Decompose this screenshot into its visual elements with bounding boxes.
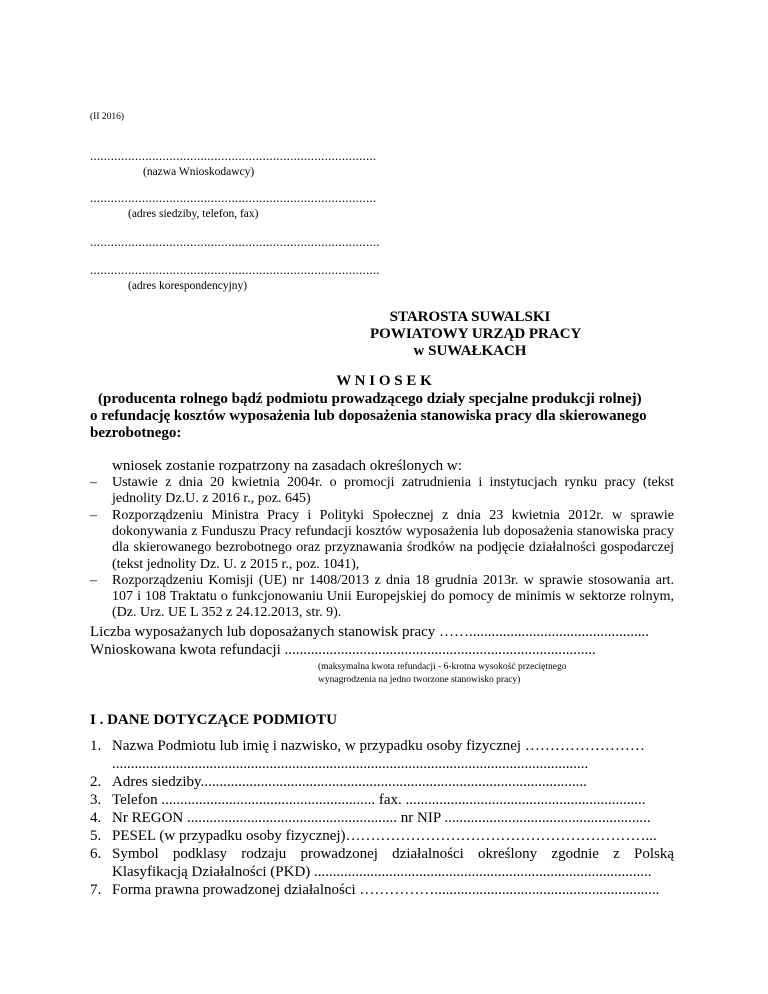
subtitle-line-1: (producenta rolnego bądź podmiotu prowadzącego działy specjalne produkcji rolnej) [98,391,642,407]
item-2-number: 2. [90,774,102,790]
legal-bullet-3: – [90,573,97,588]
item-7-legal-form-field[interactable]: Forma prawna prowadzonej działalności ……………............................................................ [112,882,660,898]
item-5-number: 5. [90,828,102,844]
section-1-title: I . DANE DOTYCZĄCE PODMIOTU [90,712,338,728]
subtitle-line-3: bezrobotnego: [90,425,182,441]
applicant-name-field[interactable]: ................................................................................... [90,148,377,163]
item-6-pkd-label: Symbol podklasy rodzaju prowadzonej działalności określony zgodnie z Polską [112,846,674,862]
item-3-number: 3. [90,792,102,808]
legal-bullet-1: – [90,475,97,490]
item-1-entity-name-field[interactable]: Nazwa Podmiotu lub imię i nazwisko, w przypadku osoby fizycznej …………………… [112,738,645,754]
document-title: W N I O S E K [336,373,432,389]
item-3-phone-fax-field[interactable]: Telefon ......................................................... fax. ................................................................ [112,792,646,808]
subtitle-line-2: o refundację kosztów wyposażenia lub doposażenia stanowiska pracy dla skierowanego [90,408,647,424]
item-5-pesel-field[interactable]: PESEL (w przypadku osoby fizycznej)……………………………………………………... [112,828,657,844]
legal-basis-1: Ustawie z dnia 20 kwietnia 2004r. o promocji zatrudnienia i instytucjach rynku pracy (tekst jednolity Dz.U. z 2016 r., poz. 645) [112,475,674,507]
item-1-number: 1. [90,738,102,754]
refund-amount-field[interactable]: Wnioskowana kwota refundacji ................................................................................... [90,642,596,658]
document-code: (II 2016) [90,112,125,122]
correspondence-field-1[interactable]: .................................................................................... [90,234,380,249]
legal-intro: wniosek zostanie rozpatrzony na zasadach określonych w: [112,458,462,474]
addressee-line-1: STAROSTA SUWALSKI [389,309,551,325]
positions-count-field[interactable]: Liczba wyposażanych lub doposażanych stanowisk pracy ……................................................ [90,624,650,640]
item-4-number: 4. [90,810,102,826]
addressee-line-2: POWIATOWY URZĄD PRACY [370,326,582,342]
item-6-number: 6. [90,846,102,862]
item-6-pkd-field[interactable]: Klasyfikacją Działalności (PKD) .......................................................................................... [112,864,652,880]
correspondence-field-2[interactable]: .................................................................................... [90,262,380,277]
item-1-continuation-field[interactable]: ............................................................................................................................... [112,756,589,772]
legal-bullet-2: – [90,508,97,523]
item-7-number: 7. [90,882,102,898]
amount-note-line-1: (maksymalna kwota refundacji - 6-krotna wysokość przeciętnego [318,662,567,672]
item-2-address-field[interactable]: Adres siedziby....................................................................................................... [112,774,587,790]
applicant-address-caption: (adres siedziby, telefon, fax) [128,208,259,220]
legal-basis-3: Rozporządzeniu Komisji (UE) nr 1408/2013 z dnia 18 grudnia 2013r. w sprawie stosowania art. 107 i 108 Traktatu o funkcjonowaniu Unii Europejskiej do pomocy de minimis w sektorze rolnym, (Dz. Urz. UE L 352 z 24.12.2013, str. 9). [112,573,674,621]
correspondence-caption: (adres korespondencyjny) [128,280,248,292]
legal-basis-2: Rozporządzeniu Ministra Pracy i Polityki Społecznej z dnia 23 kwietnia 2012r. w sprawie dokonywania z Funduszu Pracy refundacji kosztów wyposażenia lub doposażenia stanowiska pracy dla skierowanego bezrobotnego oraz przyznawania środków na podjęcie działalności gospodarczej (tekst jednolity Dz. U. z 2015 r., poz. 1041), [112,508,674,572]
addressee-line-3: w SUWAŁKACH [413,343,527,359]
applicant-name-caption: (nazwa Wnioskodawcy) [143,166,255,178]
applicant-address-field[interactable]: ................................................................................... [90,190,377,205]
item-4-regon-nip-field[interactable]: Nr REGON ........................................................ nr NIP ....................................................... [112,810,651,826]
amount-note-line-2: wynagrodzenia na jedno tworzone stanowisko pracy) [318,675,521,685]
